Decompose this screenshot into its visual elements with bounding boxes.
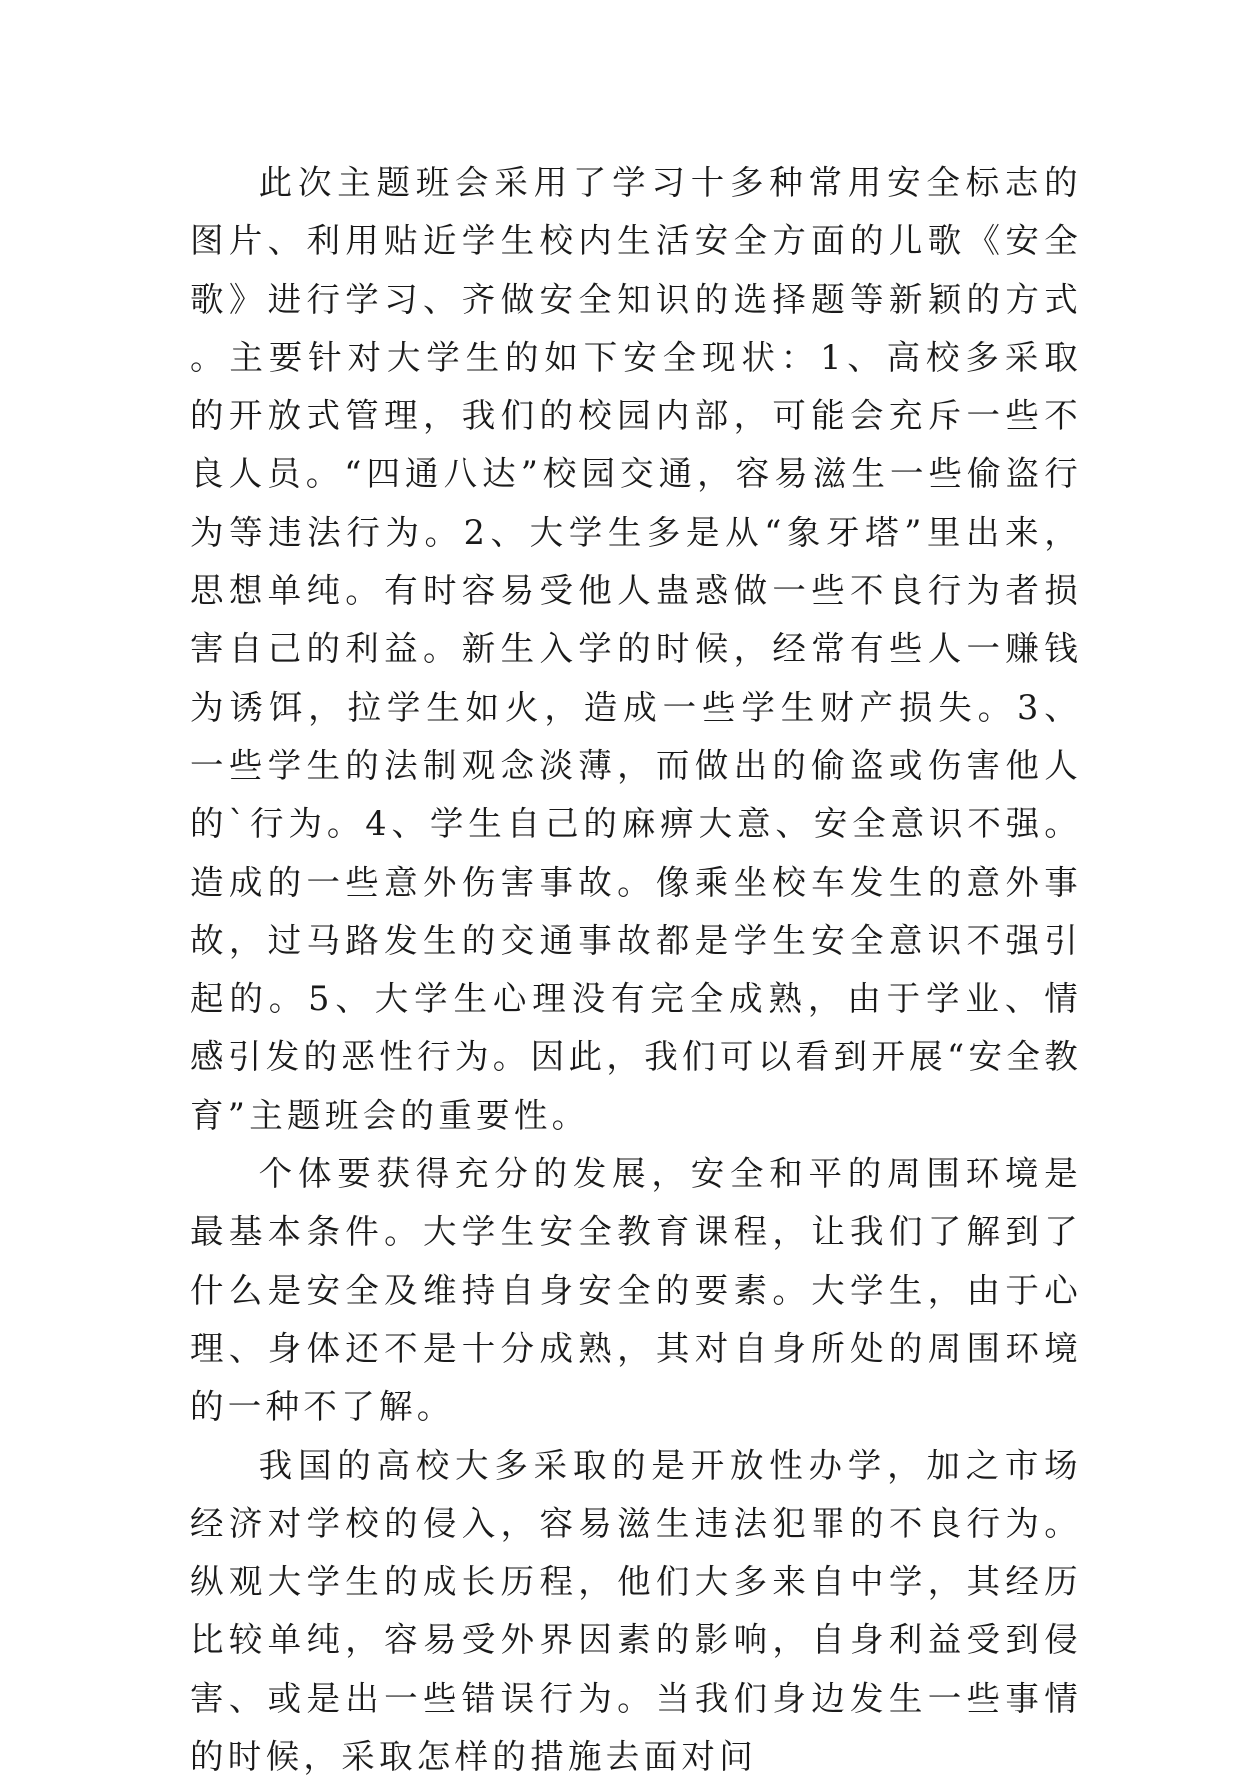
paragraph-3: 我国的高校大多采取的是开放性办学，加之市场经济对学校的侵入，容易滋生违法犯罪的不良行为。纵观大学生的成长历程，他们大多来自中学，其经历比较单纯，容易受外界因素的影响，自身利益受到侵害、或是出一些错误行为。当我们身边发生一些事情的时候，采取怎样的措施去面对问 bbox=[190, 1445, 1082, 1777]
paragraph-1: 此次主题班会采用了学习十多种常用安全标志的图片、利用贴近学生校内生活安全方面的儿歌《安全歌》进行学习、齐做安全知识的选择题等新颖的方式。主要针对大学生的如下安全现状：1、高校多采取的开放式管理，我们的校园内部，可能会充斥一些不良人员。“四通八达”校园交通，容易滋生一些偷盗行为等违法行为。2、大学生多是从“象牙塔”里出来，思想单纯。有时容易受他人蛊惑做一些不良行为者损害自己的利益。新生入学的时候，经常有些人一赚钱为诱饵，拉学生如火，造成一些学生财产损失。3、一些学生的法制观念淡薄，而做出的偷盗或伤害他人的`行为。4、学生自己的麻痹大意、安全意识不强。造成的一些意外伤害事故。像乘坐校车发生的意外事故，过马路发生的交通事故都是学生安全意识不强引起的。5、大学生心理没有完全成熟，由于学业、情感引发的恶性行为。因此，我们可以看到开展“安全教育”主题班会的重要性。 bbox=[190, 163, 1082, 1135]
body-text bbox=[190, 154, 1082, 1786]
paragraph-2: 个体要获得充分的发展，安全和平的周围环境是最基本条件。大学生安全教育课程，让我们了解到了什么是安全及维持自身安全的要素。大学生，由于心理、身体还不是十分成熟，其对自身所处的周围环境的一种不了解。 bbox=[190, 1154, 1082, 1427]
